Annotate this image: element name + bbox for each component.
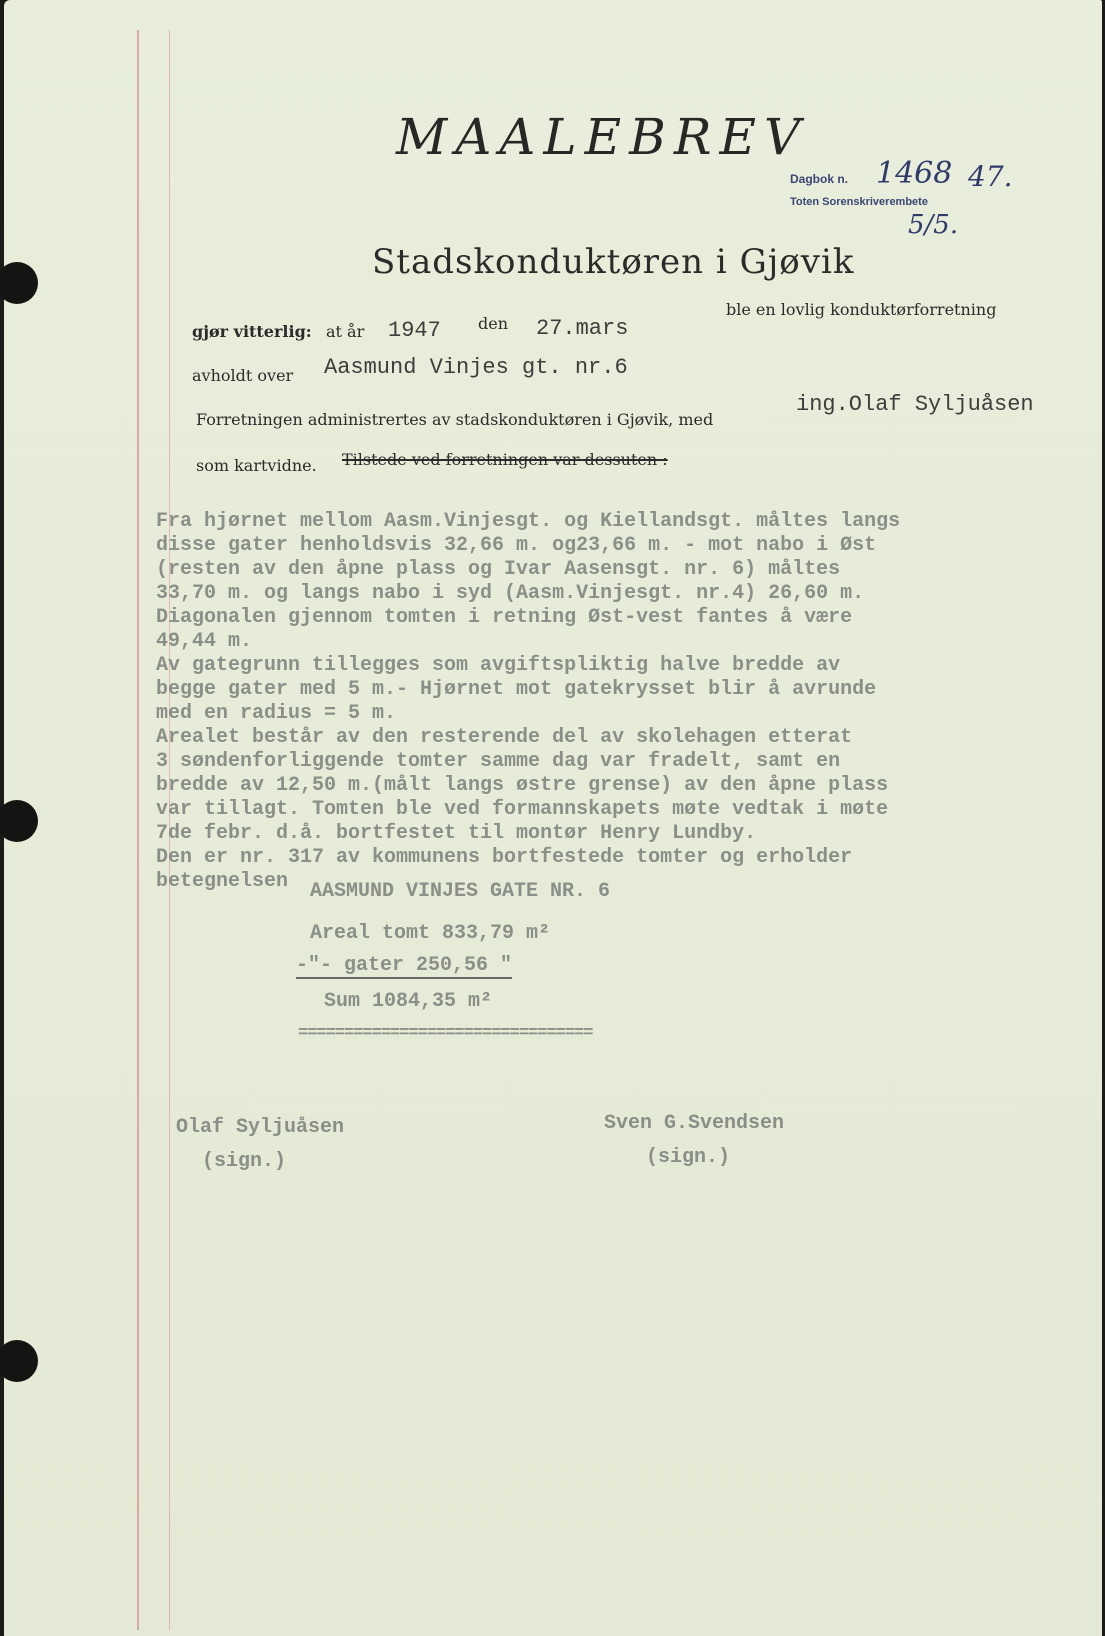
body-line: betegnelsen: [156, 870, 289, 893]
punch-hole: [0, 1340, 38, 1382]
body-line: Diagonalen gjennom tomten i retning Øst-vest fantes å være: [156, 606, 853, 629]
body-line: 7de febr. d.å. bortfestet til montør Henry Lundby.: [156, 822, 757, 845]
area-tomt: Areal tomt 833,79 m²: [310, 922, 551, 945]
signature-name-right: Sven G.Svendsen: [604, 1112, 785, 1135]
line1-den-label: den: [478, 314, 509, 333]
line3-text: Forretningen administrertes av stadskonduktøren i Gjøvik, med: [196, 410, 714, 429]
area-sum: Sum 1084,35 m²: [324, 990, 493, 1013]
body-line: disse gater henholdsvis 32,66 m. og23,66 m. - mot nabo i Øst: [156, 534, 877, 557]
authority-heading: Stadskonduktøren i Gjøvik: [372, 242, 855, 282]
line2-address: Aasmund Vinjes gt. nr.6: [324, 355, 628, 380]
body-line: var tillagt. Tomten ble ved formannskapets møte vedtak i møte: [156, 798, 889, 821]
document-page: [4, 0, 1102, 1636]
area-gater: -"- gater 250,56 ": [296, 954, 513, 977]
body-line: bredde av 12,50 m.(målt langs østre grense) av den åpne plass: [156, 774, 889, 797]
body-line: med en radius = 5 m.: [156, 702, 397, 725]
body-line: 33,70 m. og langs nabo i syd (Aasm.Vinjesgt. nr.4) 26,60 m.: [156, 582, 865, 605]
line1-at-year-label: at år: [326, 322, 365, 341]
margin-rule: [137, 30, 139, 1630]
stamp-dagbok-label: Dagbok n.: [790, 172, 849, 186]
signature-note-right: (sign.): [646, 1146, 731, 1169]
line1-prefix: gjør vitterlig:: [192, 322, 312, 341]
stamp-year: 47.: [968, 160, 1013, 193]
punch-hole: [0, 800, 38, 842]
line3-name: ing.Olaf Syljuåsen: [796, 392, 1034, 417]
body-line: (resten av den åpne plass og Ivar Aasensgt. nr. 6) måltes: [156, 558, 841, 581]
line2-label: avholdt over: [192, 366, 294, 385]
body-line: Fra hjørnet mellom Aasm.Vinjesgt. og Kiellandsgt. måltes langs: [156, 510, 901, 533]
stamp-date-note: 5/5.: [908, 210, 959, 240]
signature-note-left: (sign.): [202, 1150, 287, 1173]
plot-designation: AASMUND VINJES GATE NR. 6: [310, 880, 611, 903]
stamp-dagbok-number: 1468: [876, 156, 953, 191]
line4-label: som kartvidne.: [196, 456, 317, 475]
signature-name-left: Olaf Syljuåsen: [176, 1116, 345, 1139]
body-line: begge gater med 5 m.- Hjørnet mot gatekrysset blir å avrunde: [156, 678, 877, 701]
body-line: 49,44 m.: [156, 630, 253, 653]
body-line: Den er nr. 317 av kommunens bortfestede tomter og erholder: [156, 846, 853, 869]
body-line: Av gategrunn tillegges som avgiftspliktig halve bredde av: [156, 654, 841, 677]
document-title: MAALEBREV: [396, 108, 809, 166]
line1-date: 27.mars: [536, 316, 629, 341]
stamp-office: Toten Sorenskriverembete: [790, 196, 928, 208]
line1-year: 1947: [388, 318, 441, 343]
body-line: Arealet består av den resterende del av skolehagen etterat: [156, 726, 853, 749]
area-double-rule: ================================: [298, 1024, 593, 1043]
line4-struck-text: Tilstede ved forretningen var dessuten :: [342, 450, 668, 469]
line1-suffix: ble en lovlig konduktørforretning: [726, 300, 997, 319]
punch-hole: [0, 262, 38, 304]
body-line: 3 søndenforliggende tomter samme dag var fradelt, samt en: [156, 750, 841, 773]
